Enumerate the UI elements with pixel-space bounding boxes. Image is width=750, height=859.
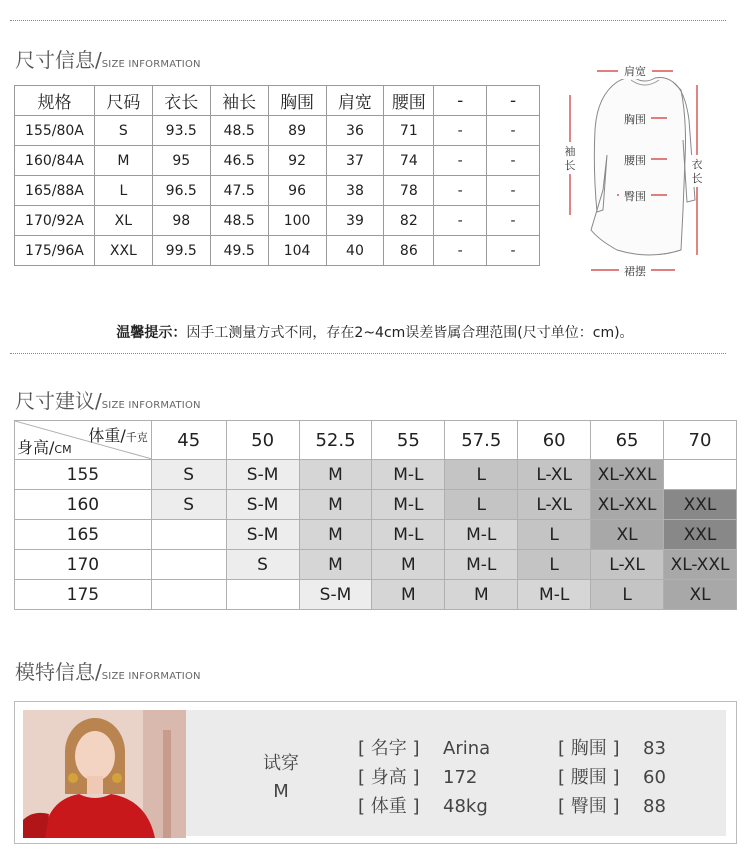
size-info-title [15,44,201,73]
size-cell [151,520,226,550]
table-cell: 93.5 [152,116,210,146]
size-cell: XL-XXL [591,460,664,490]
try-on-label: 试穿 [263,753,299,774]
size-cell [151,580,226,610]
table-cell: 92 [268,146,326,176]
size-cell: M [299,490,372,520]
size-cell: L-XL [518,490,591,520]
size-cell: S-M [226,490,299,520]
table-cell: 86 [384,236,434,266]
size-cell: L [518,520,591,550]
weight-cell: 55 [372,421,445,460]
table-cell: 74 [384,146,434,176]
table-cell: - [487,206,540,236]
model-hip-row [558,792,666,818]
size-table-header [15,86,540,116]
weight-label: 体重/千克 [88,426,148,445]
size-cell: L [591,580,664,610]
model-weight-value: 48kg [443,796,488,817]
length-label-1: 衣 [691,158,703,171]
table-cell: - [487,176,540,206]
model-portrait [23,710,186,838]
table-cell: 71 [384,116,434,146]
model-info-panel [23,710,726,836]
weight-cell: 45 [151,421,226,460]
chest-label: 胸围 [624,113,646,126]
weight-cell: 70 [664,421,737,460]
sleeve-label-1: 袖 [564,145,576,158]
height-cell: 170 [15,550,152,580]
model-photo [23,710,186,838]
height-cell: 165 [15,520,152,550]
header-cell: 袖长 [210,86,268,116]
height-label: 身高/CM [17,438,72,457]
size-cell: M-L [372,490,445,520]
header-cell: - [434,86,487,116]
table-cell: - [434,236,487,266]
table-cell: 100 [268,206,326,236]
table-cell: 165/88A [15,176,95,206]
table-cell: 46.5 [210,146,268,176]
size-cell: M-L [518,580,591,610]
model-name-value: Arina [443,738,491,759]
model-hip-key: [ 臀围 ] [558,796,620,817]
table-cell: 47.5 [210,176,268,206]
size-cell: M-L [372,460,445,490]
shoulder-label: 肩宽 [624,65,646,78]
table-cell: 155/80A [15,116,95,146]
header-cell: 衣长 [152,86,210,116]
table-cell: - [434,206,487,236]
table-cell: 37 [326,146,384,176]
weight-cell: 60 [518,421,591,460]
header-cell: 胸围 [268,86,326,116]
table-cell: M [94,146,152,176]
size-suggest-title [15,385,201,414]
size-cell: S [226,550,299,580]
table-cell: 95 [152,146,210,176]
table-cell: 78 [384,176,434,206]
model-chest-row [558,734,666,760]
table-cell: 38 [326,176,384,206]
table-cell: 160/84A [15,146,95,176]
table-row [15,116,540,146]
size-cell: S [151,490,226,520]
table-cell: S [94,116,152,146]
size-cell: S-M [226,460,299,490]
weight-cell: 52.5 [299,421,372,460]
table-row [15,460,737,490]
model-hip-value: 88 [643,796,666,817]
table-cell: 36 [326,116,384,146]
size-cell: S [151,460,226,490]
sleeve-label-2: 长 [564,159,576,172]
model-info-title [15,656,201,685]
model-waist-key: [ 腰围 ] [558,767,620,788]
try-on-size [263,750,299,806]
size-cell [664,460,737,490]
size-cell [151,550,226,580]
section-subtitle: SIZE INFORMATION [101,59,201,70]
height-cell: 175 [15,580,152,610]
size-cell: M [372,580,445,610]
height-cell: 160 [15,490,152,520]
table-cell: - [434,116,487,146]
table-cell: 96 [268,176,326,206]
model-waist-row [558,763,666,789]
table-cell: - [434,146,487,176]
table-cell: - [487,146,540,176]
size-cell: S-M [226,520,299,550]
table-cell: - [434,176,487,206]
size-cell: XL [664,580,737,610]
hem-label: 裙摆 [624,265,646,278]
size-cell: XL-XXL [591,490,664,520]
table-cell: XXL [94,236,152,266]
table-cell: 82 [384,206,434,236]
size-table [14,85,540,266]
table-row [15,176,540,206]
size-cell: L [518,550,591,580]
table-cell: 48.5 [210,206,268,236]
size-cell [226,580,299,610]
table-cell: 99.5 [152,236,210,266]
table-cell: 96.5 [152,176,210,206]
table-cell: 170/92A [15,206,95,236]
size-cell: L-XL [518,460,591,490]
model-height-value: 172 [443,767,478,788]
model-name-key: [ 名字 ] [358,738,420,759]
divider [10,20,726,21]
header-cell: - [487,86,540,116]
size-cell: XL-XXL [664,550,737,580]
table-cell: 98 [152,206,210,236]
model-height-row [358,763,477,789]
model-weight-row [358,792,488,818]
table-row [15,550,737,580]
title-slash: / [95,48,102,72]
waist-label: 腰围 [624,154,646,167]
table-cell: 48.5 [210,116,268,146]
tip-text: 因手工测量方式不同，存在2~4cm误差皆属合理范围(尺寸单位：cm)。 [186,325,634,341]
header-cell: 腰围 [384,86,434,116]
size-cell: XXL [664,520,737,550]
table-row [15,146,540,176]
model-name-row [358,734,490,760]
table-cell: - [487,116,540,146]
table-cell: 89 [268,116,326,146]
size-cell: M [299,550,372,580]
size-cell: M-L [372,520,445,550]
size-cell: M [372,550,445,580]
header-cell: 尺码 [94,86,152,116]
header-cell: 肩宽 [326,86,384,116]
size-cell: XL [591,520,664,550]
height-cell: 155 [15,460,152,490]
table-row [15,520,737,550]
corner-cell [15,421,152,460]
table-cell: L [94,176,152,206]
size-cell: XXL [664,490,737,520]
measure-tip [0,322,750,342]
header-cell: 规格 [15,86,95,116]
size-suggestion-table [14,420,737,610]
size-cell: L-XL [591,550,664,580]
table-row [15,236,540,266]
model-height-key: [ 身高 ] [358,767,420,788]
table-row [15,490,737,520]
title-slash: / [95,660,102,684]
table-cell: 39 [326,206,384,236]
size-cell: L [445,490,518,520]
weight-header-row [15,421,737,460]
divider [10,353,726,354]
table-row [15,580,737,610]
weight-cell: 57.5 [445,421,518,460]
model-chest-key: [ 胸围 ] [558,738,620,759]
size-cell: L [445,460,518,490]
weight-cell: 65 [591,421,664,460]
size-cell: M-L [445,520,518,550]
section-title-text: 模特信息 [15,660,95,684]
size-cell: S-M [299,580,372,610]
table-cell: 104 [268,236,326,266]
weight-cell: 50 [226,421,299,460]
table-cell: 40 [326,236,384,266]
length-label-2: 长 [691,172,703,185]
section-title-text: 尺寸建议 [15,389,95,413]
size-cell: M [445,580,518,610]
try-on-value: M [273,781,289,802]
table-cell: XL [94,206,152,236]
section-subtitle: SIZE INFORMATION [101,671,201,682]
model-weight-key: [ 体重 ] [358,796,420,817]
dress-diagram [555,60,745,285]
tip-label: 温馨提示： [116,325,187,341]
size-cell: M [299,520,372,550]
model-waist-value: 60 [643,767,666,788]
section-subtitle: SIZE INFORMATION [101,400,201,411]
section-title-text: 尺寸信息 [15,48,95,72]
model-info-card [14,701,737,844]
table-row [15,206,540,236]
title-slash: / [95,389,102,413]
table-cell: - [487,236,540,266]
hip-label: 臀围 [624,190,646,203]
size-cell: M [299,460,372,490]
table-cell: 49.5 [210,236,268,266]
model-chest-value: 83 [643,738,666,759]
table-cell: 175/96A [15,236,95,266]
size-cell: M-L [445,550,518,580]
